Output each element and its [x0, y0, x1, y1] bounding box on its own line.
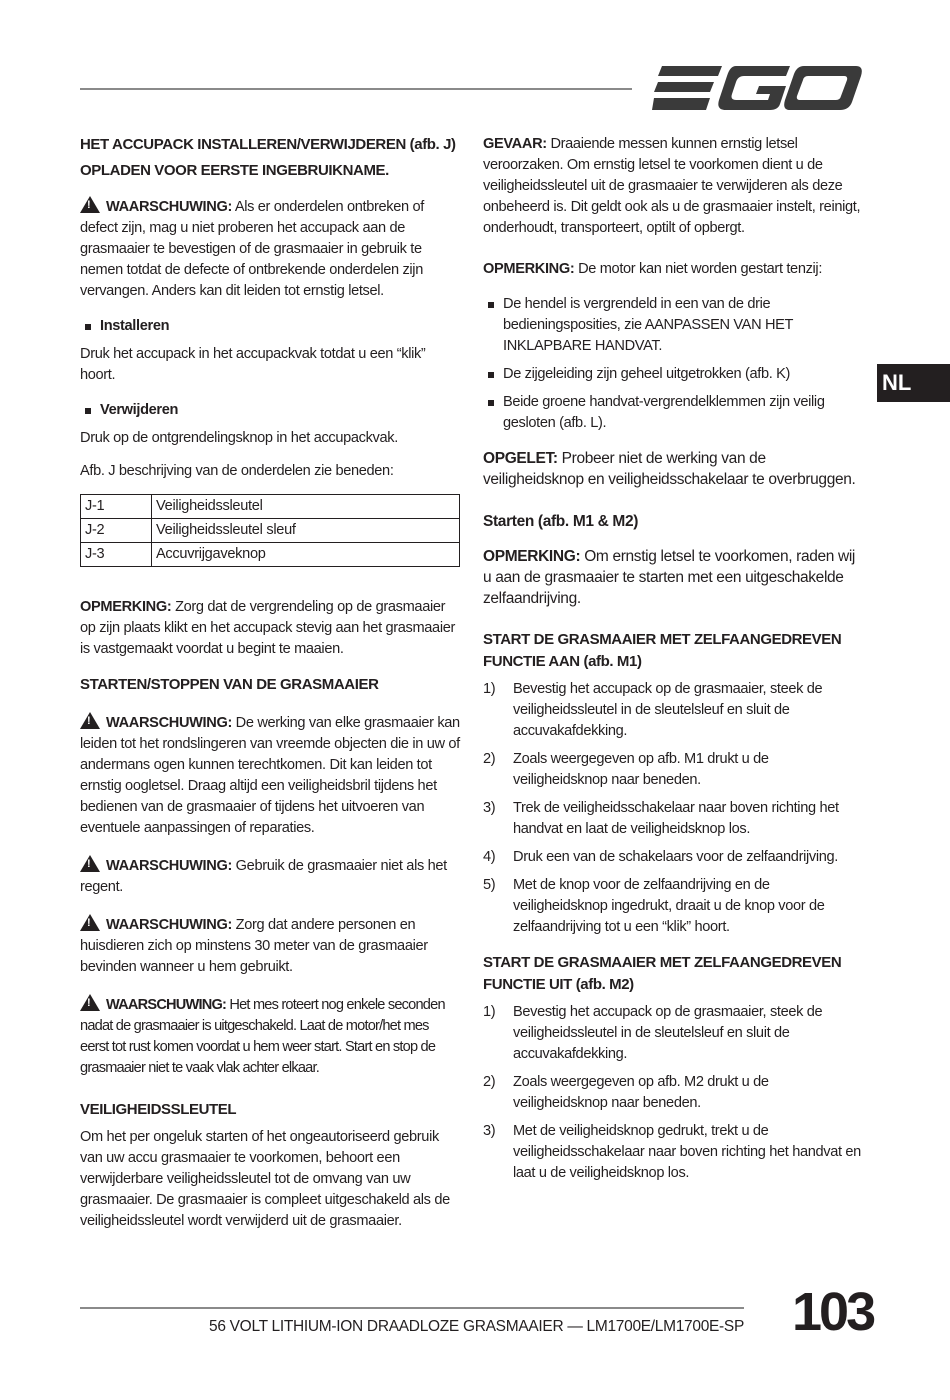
step-number: 4) — [483, 849, 496, 865]
warning-triangle-icon — [80, 994, 100, 1011]
list-item: Beide groene handvat-vergrendelklemmen zijn veilig gesloten (afb. L). — [483, 392, 863, 434]
safety-key-text: Om het per ongeluk starten of het ongeautoriseerd gebruik van uw accu grasmaaier te voorkomen, behoort een verwijderbare veiligheidssleutel tot de omvang van uw grasmaaier. De grasmaaier is compleet uitgeschakeld als de veiligheidssleutel wordt verwijderd uit de grasmaaier. — [80, 1129, 450, 1229]
warning-label: WAARSCHUWING: — [106, 858, 232, 874]
warning-label: WAARSCHUWING: — [106, 715, 232, 731]
language-tab: NL — [877, 364, 950, 402]
warning-text: De werking van elke grasmaaier kan leiden tot het rondslingeren van vreemde objecten die in uw of andermans ogen kunnen terechtkomen. Dit kan leiden tot ernstig oogletsel. Draag altijd een veiligheidsbril tijdens het bedienen van de grasmaaier of tijdens het uitvoeren van eventuele aanpassingen of reparaties. — [80, 715, 460, 836]
warning-triangle-icon — [80, 855, 100, 872]
note-text: De motor kan niet worden gestart tenzij: — [574, 261, 823, 277]
list-item: De zijgeleiding zijn geheel uitgetrokken (afb. K) — [483, 364, 863, 385]
warning-blade — [80, 994, 460, 1079]
section-heading-m2: START DE GRASMAAIER MET ZELFAANGEDREVEN FUNCTIE UIT (afb. M2) — [483, 954, 842, 993]
step-number: 1) — [483, 681, 496, 697]
danger-note — [483, 134, 863, 239]
header-rule — [80, 88, 632, 90]
step-number: 5) — [483, 877, 496, 893]
part-key: J-2 — [81, 519, 152, 543]
step-number: 3) — [483, 800, 496, 816]
list-item — [483, 798, 863, 840]
m1-steps — [483, 679, 863, 938]
list-item — [483, 749, 863, 791]
warning-distance — [80, 914, 460, 978]
part-value: Veiligheidssleutel — [152, 495, 460, 519]
install-text: Druk het accupack in het accupackvak totdat u een “klik” hoort. — [80, 346, 426, 383]
part-key: J-3 — [81, 543, 152, 567]
step-text: Met de veiligheidsknop gedrukt, trekt u de veiligheidsschakelaar naar boven richting het handvat en laat u de veiligheidsknop los. — [513, 1123, 861, 1181]
parts-table — [80, 494, 460, 567]
remove-label: Verwijderen — [80, 400, 460, 421]
danger-text: Draaiende messen kunnen ernstig letsel veroorzaken. Om ernstig letsel te voorkomen dient u de veiligheidssleutel uit de grasmaaier te verwijderen als deze onbeheerd is. Dit geldt ook als u de grasmaaier instelt, reinigt, onderhoudt, transporteert, optilt of opbergt. — [483, 136, 861, 236]
start-heading: Starten (afb. M1 & M2) — [483, 513, 639, 530]
right-column — [483, 134, 863, 1184]
danger-label: GEVAAR: — [483, 136, 547, 152]
warning-text: Als er onderdelen ontbreken of defect zijn, mag u niet proberen het accupack aan de grasmaaier te bevestigen of de grasmaaier in gebruik te nemen totdat de defecte of ontbrekende onderdelen zijn vervangen. Anders kan dit leiden tot ernstig letsel. — [80, 199, 424, 299]
part-key: J-1 — [81, 495, 152, 519]
list-item: De hendel is vergrendeld in een van de drie bedieningsposities, zie AANPASSEN VAN HET INKLAPBARE HANDVAT. — [483, 294, 863, 357]
install-label: Installeren — [80, 316, 460, 337]
note-lock — [80, 597, 460, 660]
page-number: 103 — [792, 1282, 874, 1342]
part-value: Accuvrijgaveknop — [152, 543, 460, 567]
step-number: 2) — [483, 751, 496, 767]
list-item — [483, 1121, 863, 1184]
section-heading-start-stop: STARTEN/STOPPEN VAN DE GRASMAAIER — [80, 676, 379, 693]
footer-text: 56 VOLT LITHIUM-ION DRAADLOZE GRASMAAIER — LM1700E/LM1700E-SP — [209, 1318, 744, 1335]
step-text: Met de knop voor de zelfaandrijving en de veiligheidsknop ingedrukt, draait u de knop voor de zelfaandrijving tot u een “klik” hoort. — [513, 877, 825, 935]
step-text: Zoals weergegeven op afb. M2 drukt u de veiligheidsknop naar beneden. — [513, 1074, 769, 1111]
section-heading-m1: START DE GRASMAAIER MET ZELFAANGEDREVEN FUNCTIE AAN (afb. M1) — [483, 631, 842, 670]
note-motor — [483, 259, 863, 280]
step-number: 3) — [483, 1123, 496, 1139]
ego-logo — [652, 64, 862, 112]
caution-note — [483, 448, 863, 490]
table-intro: Afb. J beschrijving van de onderdelen zie beneden: — [80, 463, 394, 479]
note-label: OPMERKING: — [483, 548, 581, 565]
part-value: Veiligheidssleutel sleuf — [152, 519, 460, 543]
section-heading-charging: OPLADEN VOOR EERSTE INGEBRUIKNAME. — [80, 162, 389, 179]
note-text: Zorg dat de vergrendeling op de grasmaaier op zijn plaats klikt en het accupack stevig aan het grasmaaier is vastgemaakt voordat u begint te maaien. — [80, 599, 455, 657]
warning-text: Gebruik de grasmaaier niet als het regent. — [80, 858, 447, 895]
list-item — [483, 679, 863, 742]
step-text: Trek de veiligheidsschakelaar naar boven richting het handvat en laat de veiligheidsknop los. — [513, 800, 839, 837]
warning-rain — [80, 855, 460, 898]
table-row — [81, 543, 460, 567]
step-text: Bevestig het accupack op de grasmaaier, steek de veiligheidssleutel in de sleutelsleuf en sluit de accuvakafdekking. — [513, 1004, 823, 1062]
list-item — [483, 875, 863, 938]
section-heading-battery: HET ACCUPACK INSTALLEREN/VERWIJDEREN (afb. J) — [80, 136, 456, 153]
warning-label: WAARSCHUWING: — [106, 997, 227, 1013]
warning-label: WAARSCHUWING: — [106, 917, 232, 933]
warning-objects — [80, 712, 460, 839]
step-text: Zoals weergegeven op afb. M1 drukt u de veiligheidsknop naar beneden. — [513, 751, 769, 788]
step-text: Druk een van de schakelaars voor de zelfaandrijving. — [513, 849, 838, 865]
list-item — [483, 1072, 863, 1114]
step-number: 1) — [483, 1004, 496, 1020]
list-item — [483, 1002, 863, 1065]
left-column — [80, 134, 460, 1232]
warning-text: Het mes roteert nog enkele seconden nadat de grasmaaier is uitgeschakeld. Laat de motor/het mes eerst tot rust komen voordat u hem weer start. Start en stop de grasmaaier niet te vaak vlak achter elkaar. — [80, 997, 445, 1076]
table-row — [81, 519, 460, 543]
warning-label: WAARSCHUWING: — [106, 199, 232, 215]
list-item — [483, 847, 863, 868]
warning-triangle-icon — [80, 196, 100, 213]
warning-triangle-icon — [80, 914, 100, 931]
caution-text: Probeer niet de werking van de veiligheidsknop en veiligheidsschakelaar te overbruggen. — [483, 450, 856, 488]
note-label: OPMERKING: — [80, 599, 172, 615]
table-row — [81, 495, 460, 519]
warning-text: Zorg dat andere personen en huisdieren zich op minstens 30 meter van de grasmaaier bevinden wanneer u hem gebruikt. — [80, 917, 428, 975]
section-heading-safety-key: VEILIGHEIDSSLEUTEL — [80, 1101, 237, 1118]
remove-text: Druk op de ontgrendelingsknop in het accupackvak. — [80, 430, 398, 446]
warning-missing-parts — [80, 196, 460, 302]
m2-steps — [483, 1002, 863, 1184]
note-label: OPMERKING: — [483, 261, 575, 277]
warning-triangle-icon — [80, 712, 100, 729]
caution-label: OPGELET: — [483, 450, 558, 467]
step-text: Bevestig het accupack op de grasmaaier, steek de veiligheidssleutel in de sleutelsleuf en sluit de accuvakafdekking. — [513, 681, 823, 739]
note-self-propel — [483, 546, 863, 609]
footer-rule — [80, 1307, 744, 1309]
step-number: 2) — [483, 1074, 496, 1090]
note-text: Om ernstig letsel te voorkomen, raden wij u aan de grasmaaier te starten met een uitgeschakelde zelfaandrijving. — [483, 548, 856, 607]
